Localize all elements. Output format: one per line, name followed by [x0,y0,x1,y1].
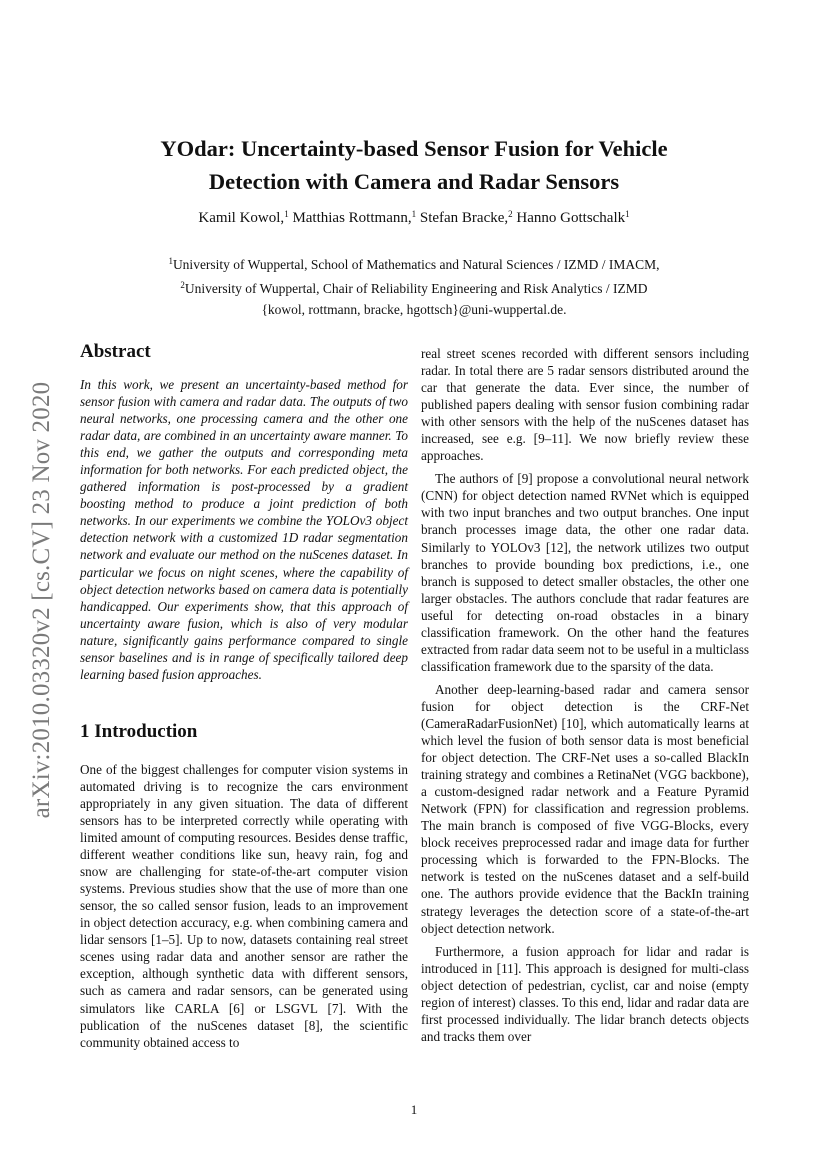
body-paragraph: Another deep-learning-based radar and camera sensor fusion for object detection is the CRF-Net (CameraRadarFusionNet) [10], which automatically learns at which level the fusion of both sensor data is most beneficial for object detection. The CRF-Net uses a so-called BlackIn training strategy and combines a RetinaNet (VGG backbone), a custom-designed radar network and a Feature Pyramid Network (FPN) for classification and regression problems. The main branch is composed of five VGG-Blocks, every block receives preprocessed radar and image data for further processing which is forwarded to the FPN-Blocks. The network is tested on the nuScenes dataset and a self-build one. The authors provide evidence that the BackIn training strategy leverages the detection score of a state-of-the-art object detection network. [421,681,749,936]
intro-paragraph: One of the biggest challenges for computer vision systems in automated driving is to recognize the cars environment appropriately in any given situation. The data of different sensors has to be interpreted correctly while operating with limited amount of computing resources. Besides dense traffic, different weather conditions like sun, heavy rain, fog and snow are challenging for state-of-the-art computer vision systems. Previous studies show that the use of more than one sensor, the so called sensor fusion, leads to an improvement in object detection accuracy, e.g. when combining camera and lidar sensors [1–5]. Up to now, datasets containing real street scenes using radar data and another sensor are rather the exception, although synthetic data with different sensors, such as camera and radar sensors, can be generated using simulators like CARLA [6] or LSGVL [7]. With the publication of the nuScenes dataset [8], the scientific community obtained access to [80,761,408,1050]
author-affiliation-mark: 1 [625,209,630,219]
body-paragraph: Furthermore, a fusion approach for lidar and radar is introduced in [11]. This approach is designed for multi-class object detection of pedestrian, cyclist, car and noise (empty region of interest) classes. To this end, lidar and radar data are first processed individually. The lidar branch detects objects and tracks them over [421,943,749,1044]
arxiv-stamp-text: arXiv:2010.03320v2 [cs.CV] 23 Nov 2020 [28,381,55,819]
author-list [80,209,748,227]
affiliation-line [80,275,748,299]
author-affiliation-mark: 2 [508,209,513,219]
paper-title [80,132,748,198]
author-affiliation-mark: 1 [284,209,289,219]
author-name: Stefan Bracke, [419,210,509,226]
author-name: Kamil Kowol, [198,210,285,226]
body-paragraph: The authors of [9] propose a convolutional neural network (CNN) for object detection named RVNet which is equipped with two input branches and two output branches. One input branch processes image data, the other one radar data. Similarly to YOLOv3 [12], the network utilizes two output branches to provide bounding box predictions, i.e., one branch is supposed to detect smaller obstacles, the other one larger obstacles. The authors conclude that radar features are useful for detecting on-road obstacles in a binary classification framework. On the other hand the features extracted from radar data seem not to be useful in a multiclass classification framework due to the sparsity of the data. [421,471,749,674]
affiliation-mark: 2 [180,280,185,290]
right-column [421,345,749,1045]
left-column [80,340,408,1051]
body-paragraph: real street scenes recorded with different sensors including radar. In total there are 5 radar sensors distributed around the car that generate the data. Ever since, the number of published papers dealing with sensor fusion combining radar with other sensors with the help of the nuScenes dataset has increased, see e.g. [9–11]. We now briefly review these approaches. [421,346,749,464]
author-affiliation-mark: 1 [411,209,417,219]
author-name: Hanno Gottschalk [516,210,626,226]
title-line-1: YOdar: Uncertainty-based Sensor Fusion for Vehicle [160,136,668,161]
page-number: 1 [410,1102,418,1117]
affiliation-line [80,251,748,275]
affiliations [80,251,748,320]
affiliation-text: University of Wuppertal, School of Mathematics and Natural Sciences / IZMD / IMACM, [172,257,660,272]
author-name: Matthias Rottmann, [292,210,412,226]
affiliation-mark: 1 [168,256,173,266]
email-line: {kowol, rottmann, bracke, hgottsch}@uni-wuppertal.de. [261,302,567,317]
arxiv-stamp [22,350,62,850]
abstract-heading: Abstract [80,341,151,362]
abstract-text: In this work, we present an uncertainty-based method for sensor fusion with camera and radar data. The outputs of two neural networks, one processing camera and the other one radar data, are combined in an uncertainty aware manner. To this end, we gather the outputs and corresponding meta information for both networks. For each predicted object, the gathered information is post-processed by a gradient boosting method to produce a joint prediction of both networks. In our experiments we combine the YOLOv3 object detection network with a customized 1D radar segmentation network and evaluate our method on the nuScenes dataset. In particular we focus on night scenes, where the capability of object detection networks based on camera data is potentially handicapped. Our experiments show, that this approach of uncertainty aware fusion, which is also of very modular nature, significantly gains performance compared to single sensor baselines and is in range of specifically tailored deep learning based fusion approaches. [80,377,408,682]
title-line-2: Detection with Camera and Radar Sensors [208,169,620,194]
affiliation-text: University of Wuppertal, Chair of Reliability Engineering and Risk Analytics / IZMD [184,281,648,296]
introduction-heading: 1 Introduction [80,720,198,742]
